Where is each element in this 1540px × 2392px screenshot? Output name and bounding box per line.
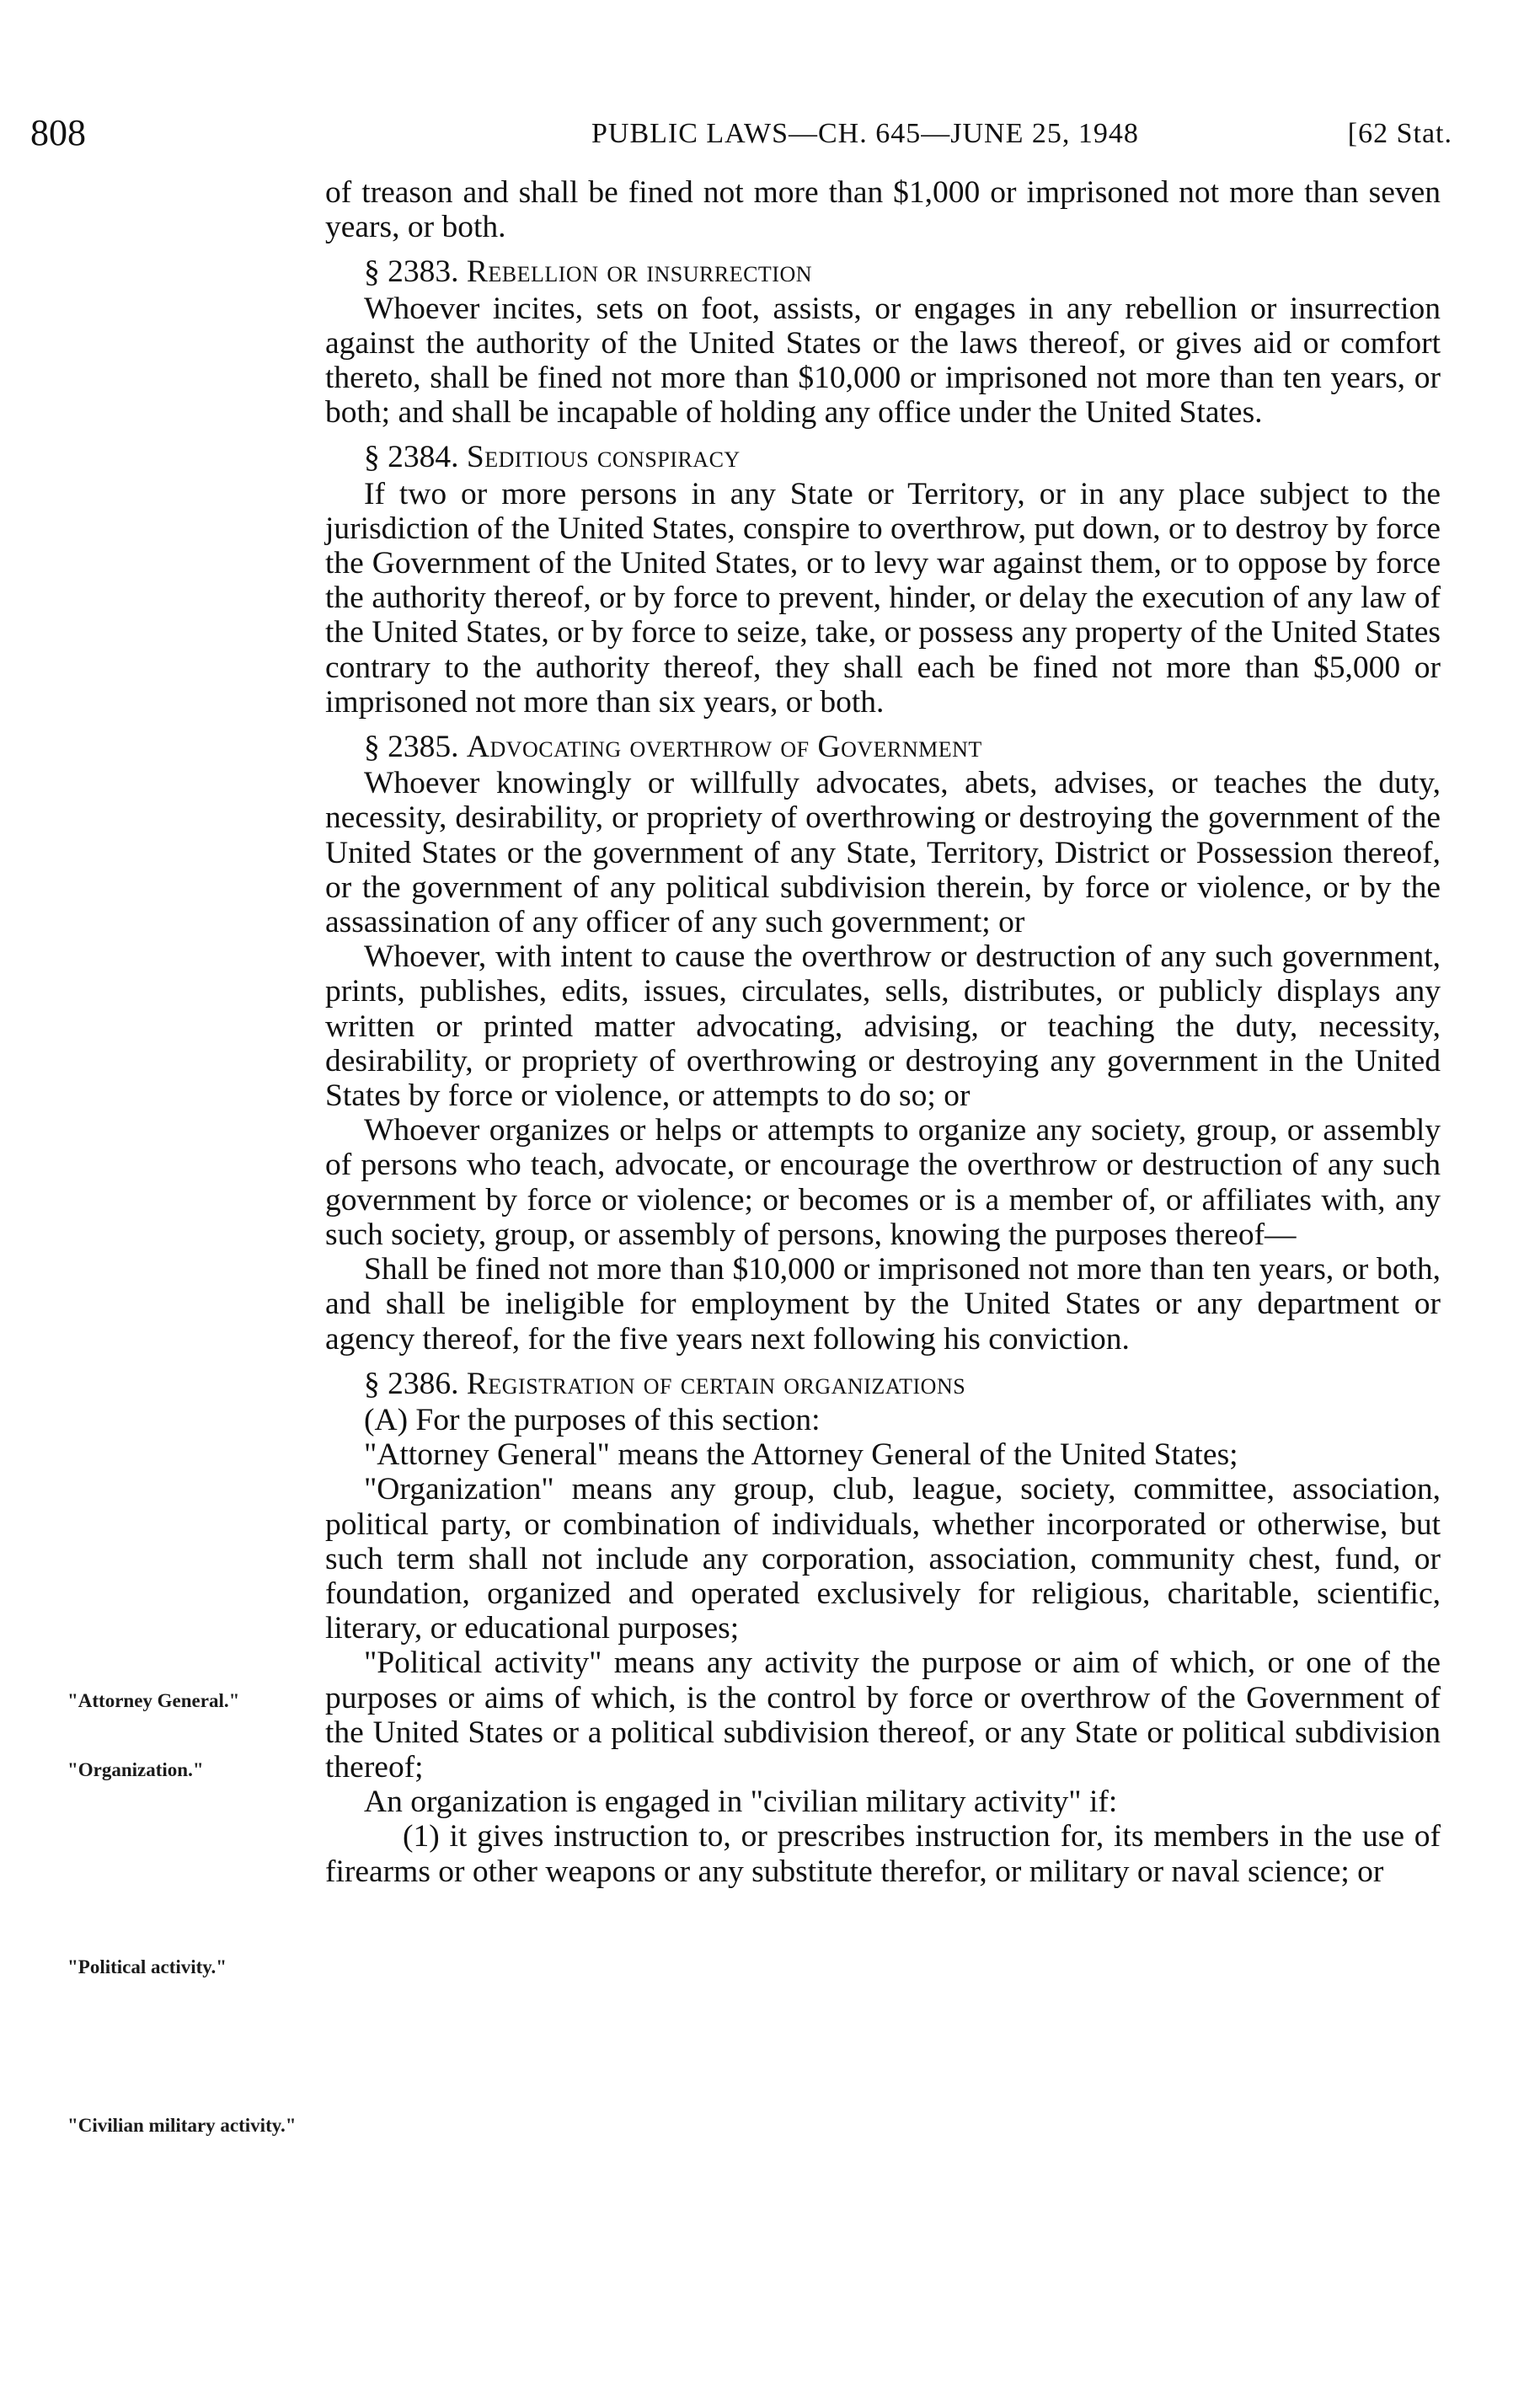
section-heading-2386 xyxy=(325,1367,1441,1401)
civilian-military-clause-1: (1) it gives instruction to, or prescribes instruction for, its members in the use of firearms or other weapons or any substitute therefor, or military or naval science; or xyxy=(325,1819,1441,1889)
definition-organization: "Organization" means any group, club, league, society, committee, association, political party, or combination of individuals, whether incorporated or otherwise, but such term shall not include any corporation, association, community chest, fund, or foundation, organized and operated exclusively for religious, charitable, scientific, literary, or educational purposes; xyxy=(325,1472,1441,1646)
margin-note-civilian-military-activity: "Civilian military activity." xyxy=(67,2115,297,2136)
section-2385-paragraph-2: Whoever, with intent to cause the overthrow or destruction of any such government, prints, publishes, edits, issues, circulates, sells, distributes, or publicly displays any written or printed matter advocating, advising, or teaching the duty, necessity, desirability, or propriety of overthrowing or destroying any government in the United States by force or violence, or attempts to do so; or xyxy=(325,939,1441,1114)
margin-notes xyxy=(0,0,320,2392)
section-heading-2384 xyxy=(325,440,1441,474)
margin-note-organization: "Organization." xyxy=(67,1759,204,1780)
section-number: § 2383. xyxy=(364,254,459,290)
section-title: Registration of certain organizations xyxy=(466,1366,966,1401)
section-2383-paragraph: Whoever incites, sets on foot, assists, or engages in any rebellion or insurrection against the authority of the United States or the laws thereof, or gives aid or comfort thereto, shall be fined not more than $10,000 or imprisoned not more than ten years, or both; and shall be incapable of holding any office under the United States. xyxy=(325,291,1441,431)
section-number: § 2386. xyxy=(364,1366,459,1401)
section-2385-paragraph-4: Shall be fined not more than $10,000 or imprisoned not more than ten years, or both, and shall be ineligible for employment by the United States or any department or agency thereof, for the five years next following his conviction. xyxy=(325,1252,1441,1357)
section-2385-paragraph-1: Whoever knowingly or willfully advocates, abets, advises, or teaches the duty, necessity, desirability, or propriety of overthrowing or destroying the government of the United States or the government of any State, Territory, District or Possession thereof, or the government of any political subdivision therein, by force or violence, or by the assassination of any officer of any such government; or xyxy=(325,766,1441,940)
section-2385-paragraph-3: Whoever organizes or helps or attempts to organize any society, group, or assembly of persons who teach, advocate, or encourage the overthrow or destruction of any such government by force or violence; or becomes or is a member of, or affiliates with, any such society, group, or assembly of persons, knowing the purposes thereof— xyxy=(325,1113,1441,1252)
margin-note-political-activity: "Political activity." xyxy=(67,1956,227,1977)
section-number: § 2384. xyxy=(364,440,459,475)
section-title: Seditious conspiracy xyxy=(466,440,741,475)
definition-political-activity: "Political activity" means any activity the purpose or aim of which, or one of the purposes or aims of which, is the control by force or overthrow of the Government of the United States or a political subdivision thereof, or any State or political subdivision thereof; xyxy=(325,1646,1441,1785)
section-title: Rebellion or insurrection xyxy=(466,254,813,290)
volume-citation: [62 Stat. xyxy=(1347,118,1452,149)
main-text xyxy=(325,175,1441,1889)
continuation-paragraph: of treason and shall be fined not more than $1,000 or imprisoned not more than seven years, or both. xyxy=(325,175,1441,245)
section-2386-subsection-a: (A) For the purposes of this section: xyxy=(364,1402,821,1437)
definition-attorney-general: "Attorney General" means the Attorney General of the United States; xyxy=(364,1437,1238,1473)
section-heading-2385 xyxy=(325,730,1441,764)
section-title: Advocating overthrow of Government xyxy=(466,730,982,765)
page-number: 808 xyxy=(30,112,86,153)
section-number: § 2385. xyxy=(364,730,459,765)
section-2384-paragraph: If two or more persons in any State or Territory, or in any place subject to the jurisdiction of the United States, conspire to overthrow, put down, or to destroy by force the Government of the United States, or to levy war against them, or to oppose by force the authority thereof, or by force to prevent, hinder, or delay the execution of any law of the United States, or by force to seize, take, or possess any property of the United States contrary to the authority thereof, they shall each be fined not more than $5,000 or imprisoned not more than six years, or both. xyxy=(325,476,1441,720)
section-heading-2383 xyxy=(325,254,1441,289)
definition-civilian-military-activity: An organization is engaged in "civilian military activity" if: xyxy=(364,1785,1118,1820)
running-title: PUBLIC LAWS—CH. 645—JUNE 25, 1948 xyxy=(591,118,1139,149)
margin-note-attorney-general: "Attorney General." xyxy=(67,1690,240,1711)
